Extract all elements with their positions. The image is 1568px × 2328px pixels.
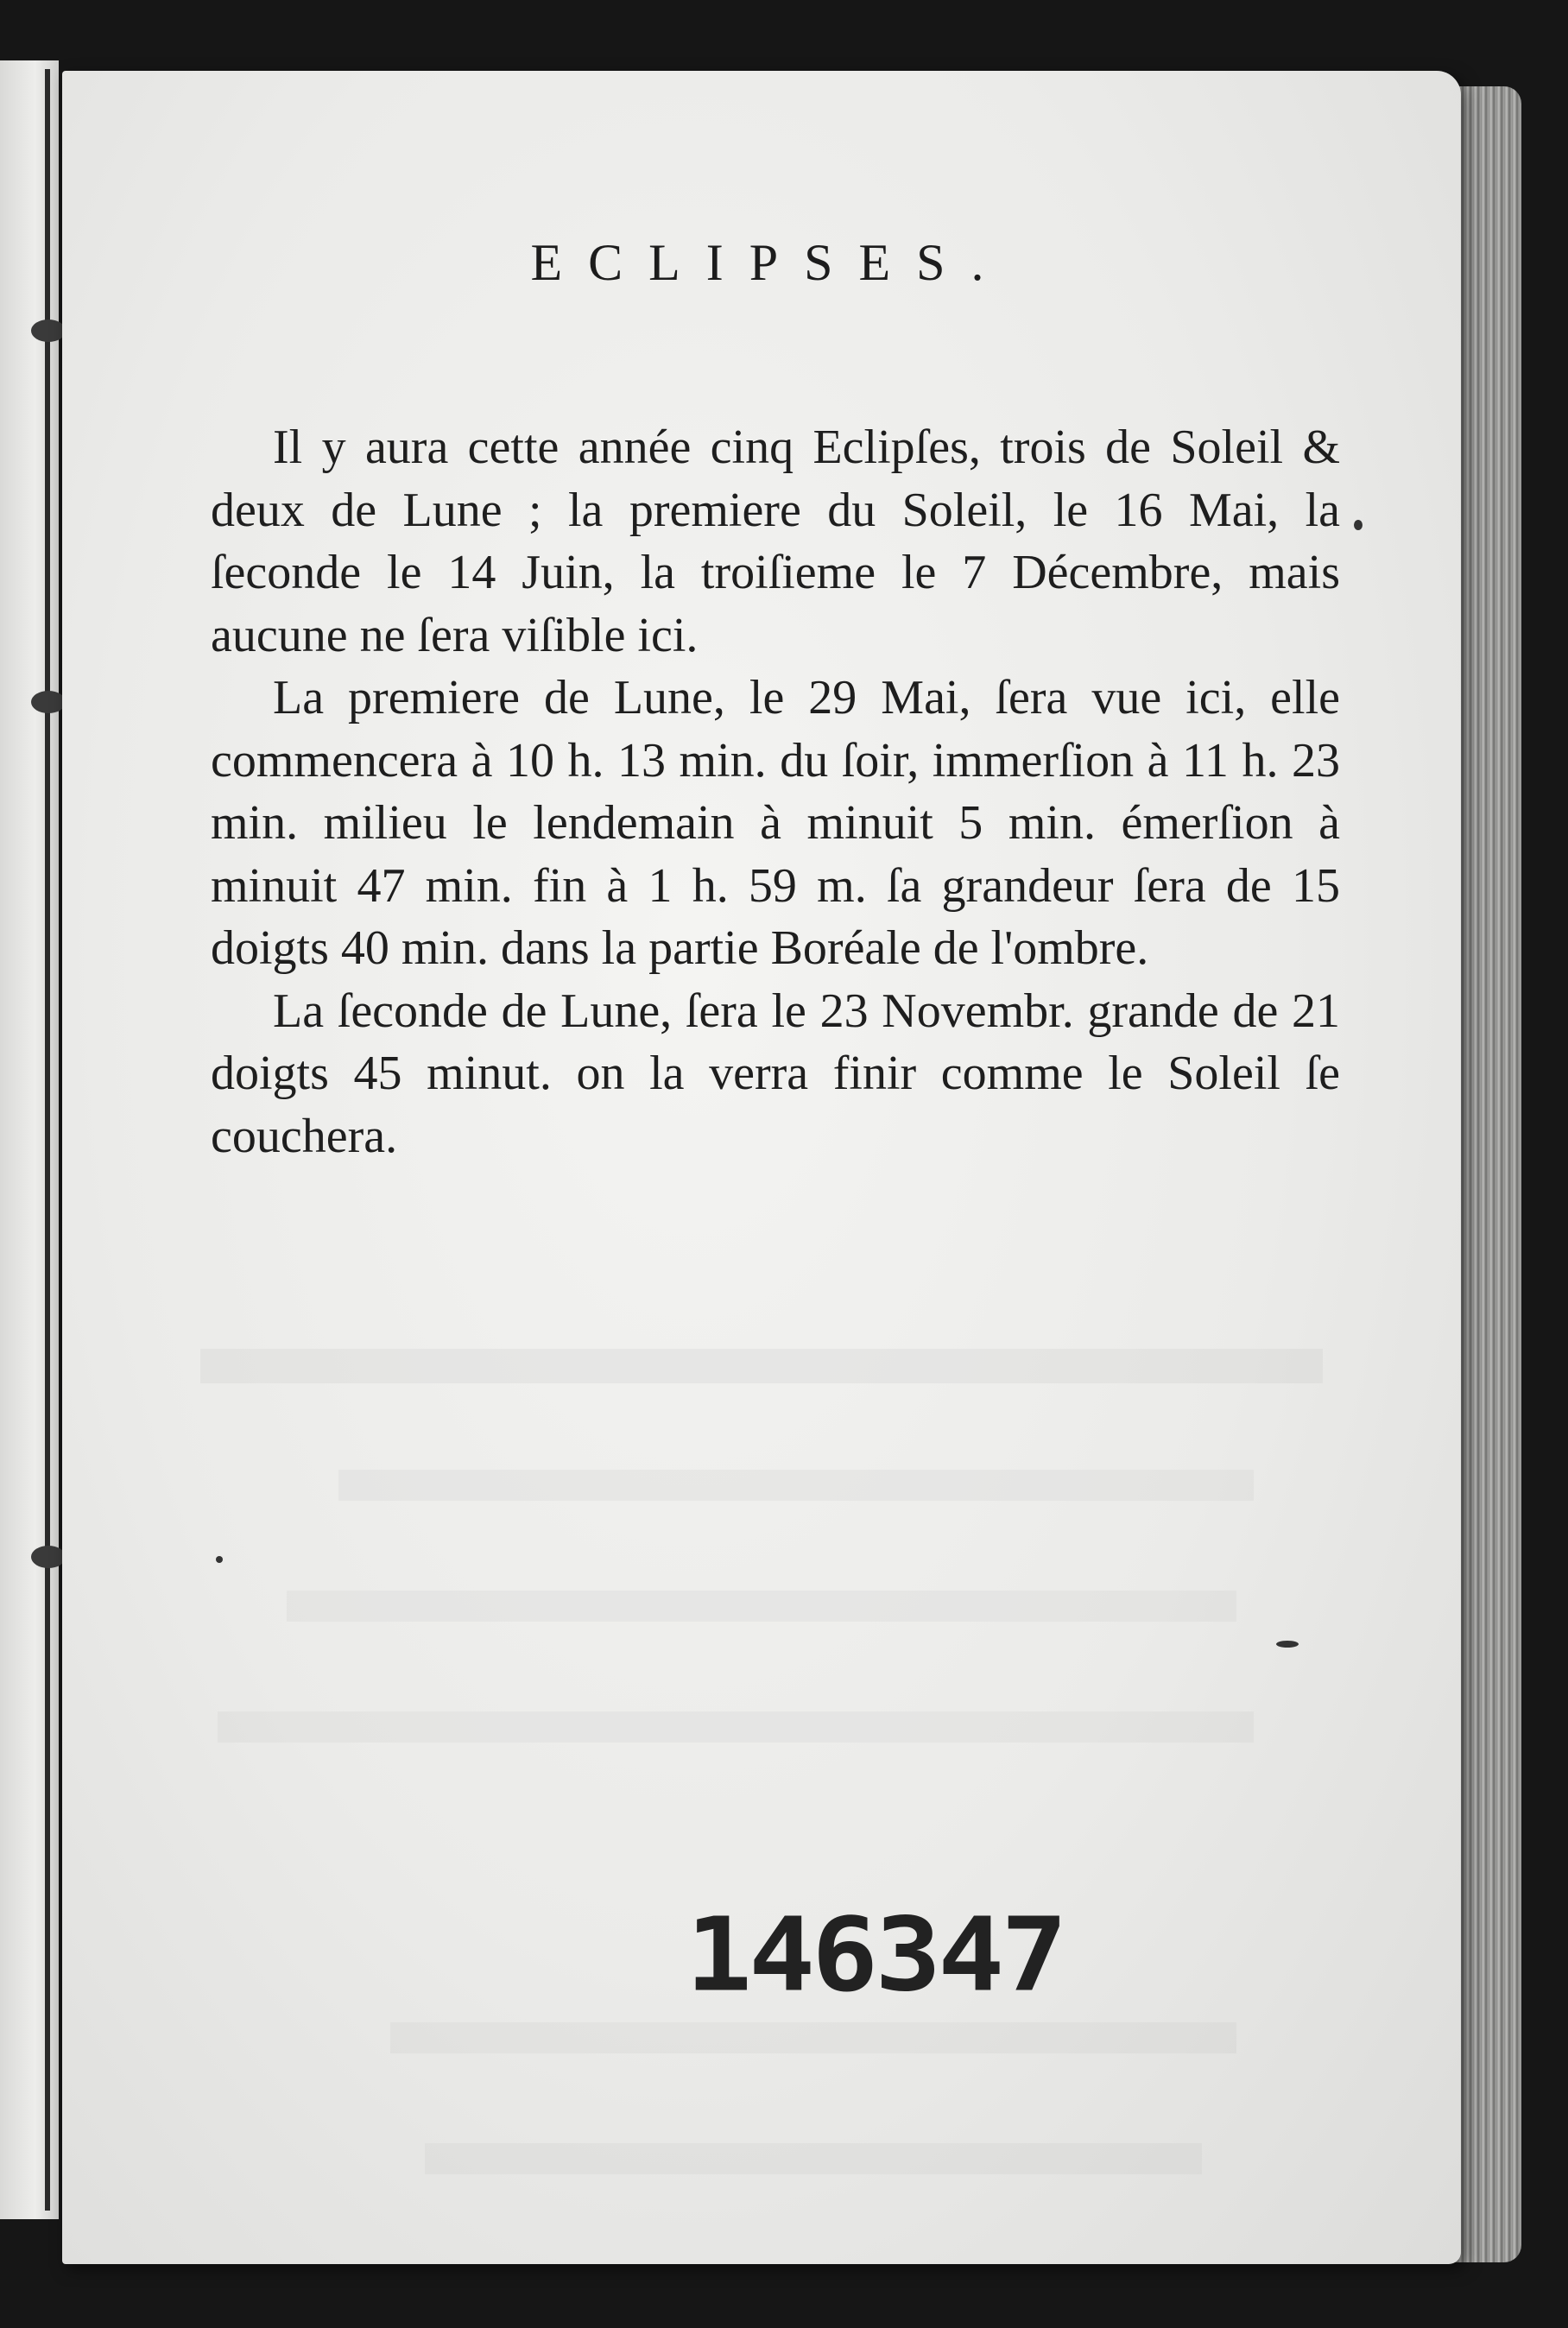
verso-show-through: [338, 1470, 1254, 1501]
body-text: [211, 416, 1340, 1167]
paragraph: La premiere de Lune, le 29 Mai, ſera vue ici, elle commencera à 10 h. 13 min. du ſoir, immerſion à 11 h. 23 min. milieu le lendemain à minuit 5 min. émerſion à minuit 47 min. fin à 1 h. 59 m. ſa grandeur ſera de 15 doigts 40 min. dans la partie Boréale de l'ombre.: [211, 671, 1340, 975]
binding-stitch: [31, 691, 66, 713]
verso-show-through: [218, 1711, 1254, 1743]
verso-show-through: [200, 1349, 1323, 1383]
paragraph: La ſeconde de Lune, ſera le 23 Novembr. grande de 21 doigts 45 minut. on la verra finir comme le Soleil ſe couchera.: [211, 984, 1340, 1163]
binding-stitch: [31, 1546, 66, 1568]
paper-speck: [1354, 520, 1363, 530]
book-page: [62, 71, 1461, 2264]
paper-speck: [1276, 1641, 1299, 1648]
verso-show-through: [425, 2143, 1202, 2174]
binding-stitch: [31, 319, 66, 342]
library-stamp-number: 146347: [686, 1895, 1065, 2015]
paragraph: Il y aura cette année cinq Eclipſes, trois de Soleil & deux de Lune ; la premiere du Soleil, le 16 Mai, la ſeconde le 14 Juin, la troiſieme le 7 Décembre, mais aucune ne ſera viſible ici.: [211, 421, 1340, 662]
binding-gutter: [45, 69, 50, 2211]
page-title: ECLIPSES.: [530, 234, 1010, 291]
verso-show-through: [287, 1591, 1236, 1622]
paper-speck: [216, 1556, 223, 1563]
verso-show-through: [390, 2022, 1236, 2053]
